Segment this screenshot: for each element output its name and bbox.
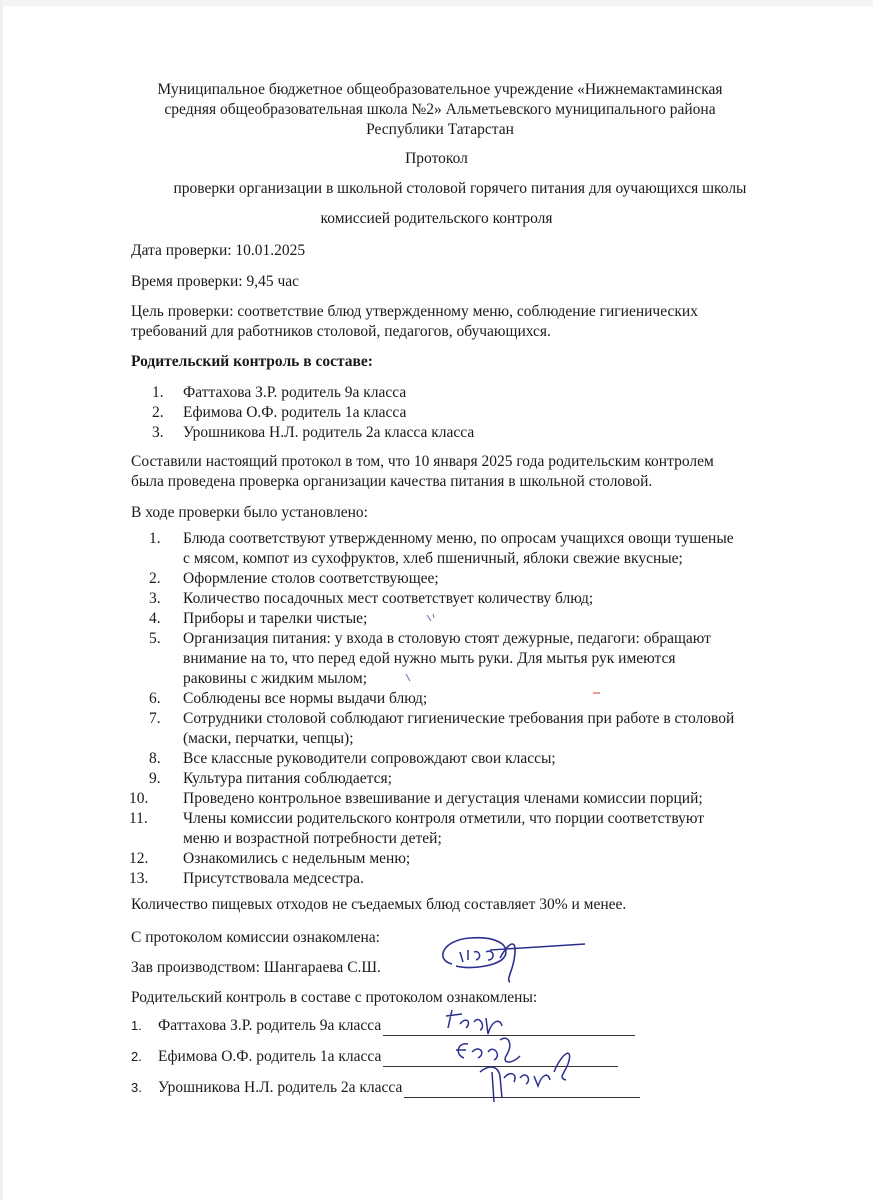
signer-name: Ефимова О.Ф. родитель 1а класса <box>158 1048 382 1065</box>
list-item: 1. Фаттахова З.Р. родитель 9а класса <box>152 384 407 401</box>
waste-note: Количество пищевых отходов не съедаемых блюд составляет 30% и менее. <box>131 896 627 913</box>
list-item: 4. Приборы и тарелки чистые; <box>149 610 368 627</box>
findings-list <box>129 529 812 889</box>
list-item: 13. Присутствовала медсестра. <box>129 870 364 887</box>
signer-name: Фаттахова З.Р. родитель 9а класса <box>158 1017 382 1034</box>
list-item: 10. Проведено контрольное взвешивание и дегустация членами комиссии порций; <box>129 790 703 807</box>
check-date: Дата проверки: 10.01.2025 <box>131 242 306 259</box>
list-item: 11. Члены комиссии родительского контроля отметили, что порции соответствуют меню и возрастной потребности детей; <box>129 810 705 847</box>
header-line-2: средняя общеобразовательная школа №2» Альметьевского муниципального района <box>164 101 716 118</box>
header-line-3: Республики Татарстан <box>366 121 514 138</box>
signature-row: 3. Урошникова Н.Л. родитель 2а класса <box>131 1078 640 1098</box>
acquainted-line: С протоколом комиссии ознакомлена: <box>131 929 380 946</box>
list-item: 3. Количество посадочных мест соответствует количеству блюд; <box>149 590 594 607</box>
signature-parent-3 <box>470 1042 590 1107</box>
list-item: 8. Все классные руководители сопровождают свои классы; <box>149 750 556 767</box>
pen-mark <box>592 690 602 696</box>
list-item: 3. Урошникова Н.Л. родитель 2а класса класса <box>152 424 475 441</box>
pen-mark <box>424 612 438 626</box>
list-item: 12. Ознакомились с недельным меню; <box>129 850 411 867</box>
check-time: Время проверки: 9,45 час <box>131 273 299 290</box>
document-title: Протокол <box>405 150 468 167</box>
signature-row: 2. Ефимова О.Ф. родитель 1а класса <box>131 1047 618 1067</box>
list-item: 7. Сотрудники столовой соблюдают гигиенические требования при работе в столовой (маски, перчатки, чепцы); <box>149 710 735 747</box>
list-item: 6. Соблюдены все нормы выдачи блюд; <box>149 690 428 707</box>
list-item: 1. Блюда соответствуют утвержденному меню, по опросам учащихся овощи тушеные с мясом, компот из сухофруктов, хлеб пшеничный, яблоки свежие вкусные; <box>149 530 734 567</box>
list-item: 2. Оформление столов соответствующее; <box>149 570 439 587</box>
subtitle-line-1: проверки организации в школьной столовой горячего питания для оучающихся школы <box>173 180 747 197</box>
signature-row: 1. Фаттахова З.Р. родитель 9а класса <box>131 1016 635 1036</box>
pen-mark <box>404 672 416 684</box>
purpose-line-1: Цель проверки: соответствие блюд утвержденному меню, соблюдение гигиенических <box>131 303 698 320</box>
findings-heading: В ходе проверки было установлено: <box>131 504 368 521</box>
parents-acquainted: Родительский контроль в составе с протоколом ознакомлены: <box>131 989 538 1006</box>
signature-production-head <box>430 930 600 985</box>
organization-header <box>100 80 780 140</box>
list-item: 2. Ефимова О.Ф. родитель 1а класса <box>152 404 407 421</box>
statement-line-1: Составили настоящий протокол в том, что 10 января 2025 года родительским контролем <box>131 453 714 470</box>
list-item: 9. Культура питания соблюдается; <box>149 770 392 787</box>
header-line-1: Муниципальное бюджетное общеобразовательное учреждение «Нижнемактаминская <box>157 81 723 98</box>
signer-name: Урошникова Н.Л. родитель 2а класса <box>158 1079 403 1096</box>
statement-line-2: была проведена проверка организации качества питания в школьной столовой. <box>131 473 653 490</box>
committee-list <box>152 383 812 443</box>
production-head: Зав производством: Шангараева С.Ш. <box>131 959 381 976</box>
list-item: 5. Организация питания: у входа в столовую стоят дежурные, педагоги: обращают внимание на то, что перед едой нужно мыть руки. Для мытья рук имеются раковины с жидким мылом; <box>149 630 711 687</box>
committee-heading: Родительский контроль в составе: <box>131 353 373 370</box>
purpose-line-2: требований для работников столовой, педагогов, обучающихся. <box>131 323 551 340</box>
subtitle-line-2: комиссией родительского контроля <box>320 210 553 227</box>
